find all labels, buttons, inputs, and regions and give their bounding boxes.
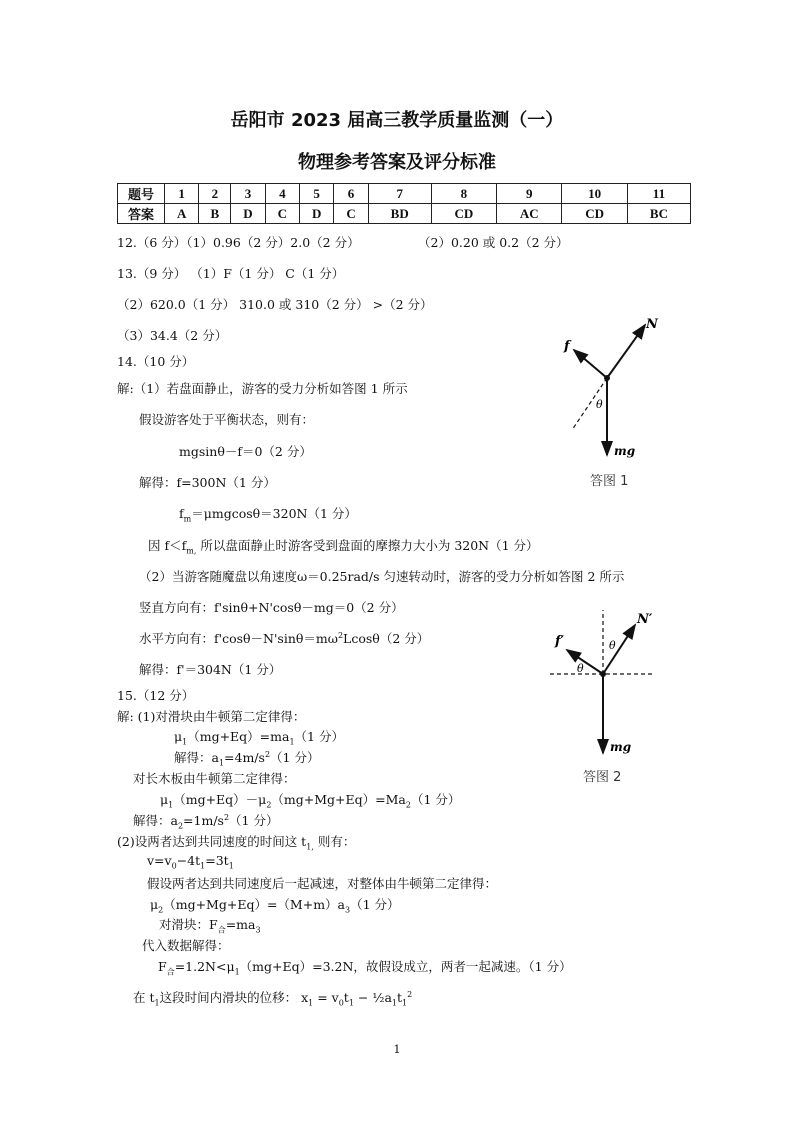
text-segment: t: [397, 990, 403, 1005]
text-line: [117, 233, 360, 251]
text-segment: 解得：f'＝304N（1 分）: [139, 662, 282, 677]
label-mg: mg: [614, 444, 636, 458]
text-segment: mgsinθ－f＝0（2 分）: [179, 444, 312, 459]
text-line: [158, 957, 572, 978]
text-line: [139, 629, 429, 647]
text-segment: (2)设两者达到共同速度的时间这 t: [117, 834, 307, 849]
text-line: [133, 769, 296, 787]
text-segment: =3t: [205, 853, 229, 868]
figure-2-force-diagram: [545, 605, 665, 760]
text-line: [142, 936, 230, 954]
text-segment: = v: [313, 990, 339, 1005]
text-segment: 1: [391, 998, 398, 1008]
figure-1-caption: 答图 1: [590, 474, 629, 489]
answer-cell: C: [334, 204, 368, 224]
text-segment: 2: [223, 812, 230, 822]
text-segment: 1: [234, 967, 240, 977]
text-segment: −4t: [176, 853, 201, 868]
text-segment: 2: [407, 989, 413, 999]
label-mg: mg: [610, 740, 632, 754]
text-segment: 1: [402, 998, 408, 1008]
label-f-prime: f′: [555, 634, 565, 649]
answer-cell: B: [199, 204, 231, 224]
text-segment: 在 t: [133, 990, 155, 1005]
text-segment: （mg+Mg+Eq）=Ma: [271, 792, 406, 807]
page-number: 1: [393, 1043, 401, 1056]
text-segment: 则有：: [313, 834, 356, 849]
text-line: [418, 233, 569, 251]
text-segment: μ: [174, 729, 183, 744]
document-title: 岳阳市 2023 届高三教学质量监测（一）: [230, 110, 564, 131]
text-segment: 所以盘面静止时游客受到盘面的摩擦力大小为 320N（1 分）: [196, 538, 539, 553]
text-segment: 14.（10 分）: [117, 354, 195, 369]
text-line: [133, 811, 278, 831]
text-segment: （1 分）: [270, 750, 320, 765]
question-number: 1: [165, 184, 199, 204]
row-label-question: 题号: [118, 184, 165, 204]
text-segment: 12.（6 分）（1）0.96（2 分）2.0（2 分）: [117, 235, 360, 250]
text-segment: （2）620.0（1 分） 310.0 或 310（2 分） >（2 分）: [117, 297, 433, 312]
text-line: [174, 727, 344, 747]
text-line: [139, 410, 314, 428]
text-line: [147, 874, 497, 892]
text-segment: 2: [405, 800, 411, 810]
text-segment: m,: [186, 546, 197, 556]
text-segment: 1: [200, 861, 206, 871]
question-number: 9: [497, 184, 562, 204]
text-line: [179, 442, 312, 460]
text-segment: （2）0.20 或 0.2（2 分）: [418, 235, 569, 250]
text-segment: f: [179, 506, 184, 521]
text-line: [139, 567, 624, 585]
answer-cell: A: [165, 204, 199, 224]
text-segment: 水平方向有：f'cosθ－N'sinθ＝mω: [139, 631, 338, 646]
text-line: [159, 915, 261, 936]
text-segment: 1: [154, 998, 160, 1008]
text-line: [117, 379, 408, 397]
text-segment: （1 分）: [410, 792, 461, 807]
text-segment: 15.（12 分）: [117, 688, 195, 703]
text-segment: 1: [348, 998, 354, 1008]
text-segment: （1 分）: [350, 897, 400, 912]
text-segment: − ½a: [353, 990, 392, 1005]
question-number: 4: [265, 184, 299, 204]
question-number: 11: [627, 184, 690, 204]
label-N: N: [646, 317, 658, 332]
text-segment: 解得：a: [133, 813, 178, 828]
question-number: 2: [199, 184, 231, 204]
text-segment: 2: [177, 821, 184, 831]
text-segment: 代入数据解得：: [142, 938, 230, 953]
text-segment: 1: [308, 998, 314, 1008]
text-segment: （1 分）: [294, 729, 344, 744]
question-number: 5: [300, 184, 334, 204]
text-segment: μ: [150, 897, 159, 912]
text-segment: 1: [182, 737, 188, 747]
text-segment: 合: [166, 967, 175, 977]
document-subtitle: 物理参考答案及评分标准: [298, 152, 496, 173]
label-f: f: [564, 339, 570, 354]
text-segment: =4m/s: [224, 750, 265, 765]
text-line: [117, 264, 344, 282]
text-line: [139, 660, 281, 678]
text-segment: 2: [266, 800, 272, 810]
question-number: 6: [334, 184, 368, 204]
text-segment: t: [343, 990, 349, 1005]
text-segment: 1,: [306, 842, 314, 852]
answer-cell: C: [265, 204, 299, 224]
answer-cell: D: [300, 204, 334, 224]
text-segment: Lcosθ（2 分）: [343, 631, 430, 646]
text-segment: 13.（9 分） （1）F（1 分） C（1 分）: [117, 266, 345, 281]
text-line: [117, 326, 227, 344]
text-segment: 0: [171, 861, 177, 871]
text-segment: （mg+Mg+Eq）=（M+m）a: [163, 897, 345, 912]
text-segment: 假设两者达到共同速度后一起减速，对整体由牛顿第二定律得：: [147, 876, 498, 891]
answer-table: [117, 183, 691, 224]
text-segment: （mg+Eq）－μ: [173, 792, 267, 807]
text-line: [117, 707, 305, 725]
row-label-answer: 答案: [118, 204, 165, 224]
text-segment: F: [158, 959, 167, 974]
answer-cell: CD: [431, 204, 496, 224]
text-segment: =ma: [225, 917, 256, 932]
text-line: [179, 504, 357, 524]
text-segment: （1 分）: [229, 813, 279, 828]
text-line: [117, 686, 194, 704]
text-line: [150, 895, 400, 915]
label-theta-2: θ: [577, 662, 584, 675]
label-theta: θ: [596, 398, 603, 411]
text-segment: 假设游客处于平衡状态，则有：: [139, 412, 315, 427]
text-segment: 因 f＜f: [148, 538, 187, 553]
text-segment: 合: [217, 925, 226, 935]
text-segment: m: [183, 514, 192, 524]
answer-cell: AC: [497, 204, 562, 224]
figure-2-caption: 答图 2: [583, 770, 622, 785]
text-segment: （mg+Eq）=ma: [187, 729, 290, 744]
question-number: 8: [431, 184, 496, 204]
text-segment: 这段时间内滑块的位移： x: [159, 990, 309, 1005]
text-segment: =1.2N<μ: [174, 959, 235, 974]
text-line: [147, 853, 234, 871]
text-line: [117, 832, 355, 852]
text-segment: （2）当游客随魔盘以角速度ω＝0.25rad/s 匀速转动时，游客的受力分析如答图 2 所示: [139, 569, 625, 584]
text-segment: 1: [168, 800, 174, 810]
text-line: [174, 748, 319, 768]
text-segment: 3: [255, 925, 261, 935]
text-segment: v=v: [147, 853, 172, 868]
text-segment: 0: [338, 998, 344, 1008]
text-segment: （3）34.4（2 分）: [117, 328, 228, 343]
text-line: [139, 473, 276, 491]
text-line: [160, 790, 460, 810]
text-segment: μ: [160, 792, 169, 807]
text-segment: 1: [218, 758, 225, 768]
text-segment: 2: [264, 749, 271, 759]
text-line: [139, 598, 404, 616]
text-segment: ＝μmgcosθ＝320N（1 分）: [191, 506, 357, 521]
answer-cell: BD: [368, 204, 431, 224]
text-segment: 2: [337, 630, 344, 640]
figure-1-force-diagram: [550, 310, 670, 470]
text-line: [117, 295, 433, 313]
text-line: [148, 536, 539, 556]
answer-cell: BC: [627, 204, 690, 224]
text-line: [133, 988, 412, 1008]
text-segment: 解得：f=300N（1 分）: [139, 475, 276, 490]
text-segment: 3: [345, 905, 351, 915]
question-number: 10: [562, 184, 627, 204]
text-line: [117, 352, 194, 370]
text-segment: =1m/s: [183, 813, 224, 828]
text-segment: 1: [289, 737, 295, 747]
text-segment: 解:（1）若盘面静止，游客的受力分析如答图 1 所示: [117, 381, 408, 396]
text-segment: 对滑块：F: [159, 917, 218, 932]
text-segment: 1: [228, 861, 234, 871]
question-number: 3: [231, 184, 265, 204]
text-segment: （mg+Eq）=3.2N，故假设成立，两者一起减速。（1 分）: [239, 959, 572, 974]
answer-cell: CD: [562, 204, 627, 224]
text-segment: 对长木板由牛顿第二定律得：: [133, 771, 296, 786]
text-segment: 解得：a: [174, 750, 219, 765]
answer-cell: D: [231, 204, 265, 224]
label-N-prime: N′: [637, 612, 653, 627]
text-segment: 竖直方向有：f'sinθ+N'cosθ－mg＝0（2 分）: [139, 600, 404, 615]
label-theta-1: θ: [609, 639, 616, 652]
text-segment: 解: (1)对滑块由牛顿第二定律得：: [117, 709, 306, 724]
text-segment: 2: [158, 905, 164, 915]
question-number: 7: [368, 184, 431, 204]
